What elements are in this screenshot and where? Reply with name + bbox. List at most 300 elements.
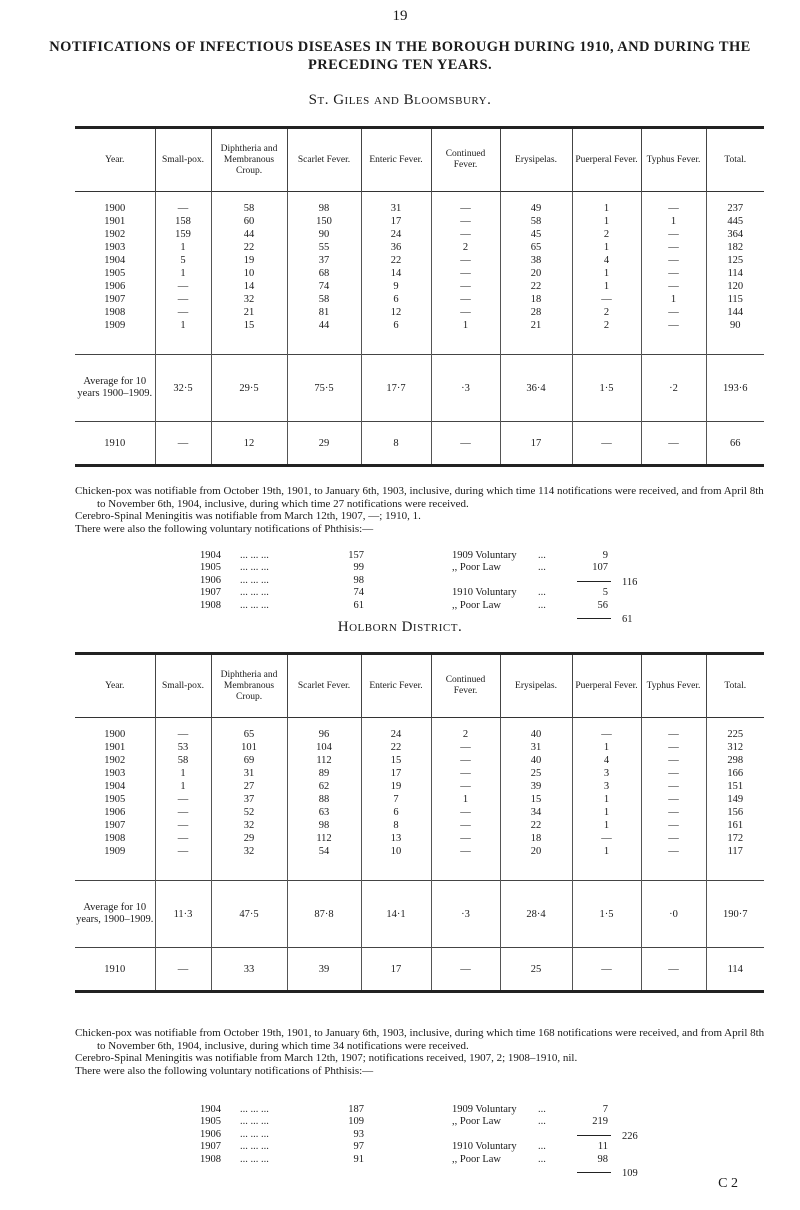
table-cell: 2: [572, 228, 641, 241]
table-cell: 10: [211, 267, 287, 280]
phthisis-count: 99: [353, 562, 364, 574]
table-cell: 24: [361, 228, 431, 241]
table-cell: 34: [500, 806, 572, 819]
table-cell: ·3: [431, 881, 500, 948]
table-cell: 1901: [104, 742, 126, 753]
table-cell: 14: [211, 280, 287, 293]
table-cell: [641, 858, 706, 881]
phthisis-count: 107: [592, 562, 608, 574]
phthisis-year: 1908: [200, 1153, 221, 1165]
table-cell: [361, 718, 431, 729]
table-cell: 44: [287, 319, 361, 332]
table-cell: 1: [155, 319, 211, 332]
table-cell: —: [641, 202, 706, 215]
table-cell: 1907: [104, 820, 126, 831]
table-cell: 172: [706, 832, 764, 845]
table-cell: 237: [706, 202, 764, 215]
phthisis-intro: There were also the following voluntary notifications of Phthisis:—: [75, 522, 374, 535]
table-cell: 298: [706, 754, 764, 767]
table-cell: 75·5: [287, 355, 361, 422]
col-header: Erysipelas.: [500, 654, 572, 718]
table-cell: —: [155, 728, 211, 741]
table-cell: 11·3: [155, 881, 211, 948]
table-cell: 1907: [104, 294, 126, 305]
table-row: [75, 793, 764, 806]
table-cell: 112: [287, 832, 361, 845]
table-header-row: [75, 128, 764, 192]
table-cell: —: [155, 793, 211, 806]
table-cell: —: [431, 806, 500, 819]
table-cell: [500, 858, 572, 881]
table-cell: 101: [211, 741, 287, 754]
phthisis-count: 97: [353, 1141, 364, 1153]
leader-dots: ...: [538, 587, 546, 599]
table-cell: —: [641, 767, 706, 780]
col-header: Scarlet Fever.: [287, 654, 361, 718]
phthisis-count: 109: [348, 1116, 364, 1128]
table-cell: 29·5: [211, 355, 287, 422]
table-cell: 149: [706, 793, 764, 806]
table-cell: [500, 192, 572, 203]
table-cell: 144: [706, 306, 764, 319]
phthisis-year: 1908: [200, 599, 221, 611]
giles-notes: [75, 485, 765, 535]
table-cell: 31: [361, 202, 431, 215]
table-cell: [431, 718, 500, 729]
table-cell: 1909: [104, 320, 126, 331]
table-cell: 112: [287, 754, 361, 767]
table-cell: [572, 718, 641, 729]
leader-dots: ...: [538, 1116, 546, 1128]
table-cell: 29: [211, 832, 287, 845]
leader-dots: ... ... ...: [240, 599, 269, 611]
table-cell: 1: [572, 267, 641, 280]
table-cell: 158: [155, 215, 211, 228]
table-cell: —: [155, 306, 211, 319]
table-row: [75, 754, 764, 767]
phthisis-count: 9: [602, 550, 608, 561]
holborn-notifications-table: [75, 652, 764, 993]
table-cell: 1902: [104, 755, 126, 766]
table-cell: —: [155, 806, 211, 819]
table-cell: 193·6: [706, 355, 764, 422]
table-cell: 117: [706, 845, 764, 858]
col-header: Total.: [706, 128, 764, 192]
table-cell: 25: [500, 948, 572, 992]
table-cell: 65: [500, 241, 572, 254]
table-cell: 88: [287, 793, 361, 806]
table-cell: 36: [361, 241, 431, 254]
table-cell: 27: [211, 780, 287, 793]
table-cell: 22: [361, 741, 431, 754]
table-cell: [572, 192, 641, 203]
holborn-notes: [75, 1027, 765, 1077]
table-cell: 1906: [104, 807, 126, 818]
table-cell: —: [431, 306, 500, 319]
table-cell: 36·4: [500, 355, 572, 422]
table-cell: [706, 718, 764, 729]
table-cell: 1906: [104, 281, 126, 292]
table-cell: 32: [211, 293, 287, 306]
table-cell: 39: [287, 948, 361, 992]
table-cell: 12: [361, 306, 431, 319]
table-cell: 150: [287, 215, 361, 228]
table-cell: 13: [361, 832, 431, 845]
table-cell: 28: [500, 306, 572, 319]
table-cell: —: [431, 780, 500, 793]
year-1910-row: [75, 948, 764, 992]
table-cell: ·3: [431, 355, 500, 422]
table-cell: 29: [287, 422, 361, 466]
section-heading-giles: St. Giles and Bloomsbury.: [308, 92, 492, 108]
phthisis-year: 1907: [200, 587, 221, 599]
table-cell: —: [641, 741, 706, 754]
table-cell: 1903: [104, 242, 126, 253]
table-row: [75, 741, 764, 754]
table-cell: 22: [211, 241, 287, 254]
table-cell: 159: [155, 228, 211, 241]
table-cell: 1: [431, 319, 500, 332]
table-cell: 1: [155, 780, 211, 793]
table-cell: —: [431, 767, 500, 780]
table-cell: —: [431, 819, 500, 832]
col-header: Diphtheria and Membranous Croup.: [211, 654, 287, 718]
phthisis-count: 93: [353, 1128, 364, 1140]
leader-dots: ... ... ...: [240, 1141, 269, 1153]
table-cell: —: [155, 293, 211, 306]
table-cell: 156: [706, 806, 764, 819]
table-cell: [641, 718, 706, 729]
col-header: Diphtheria and Membranous Croup.: [211, 128, 287, 192]
table-cell: 58: [211, 202, 287, 215]
table-cell: 21: [500, 319, 572, 332]
table-cell: 225: [706, 728, 764, 741]
table-cell: —: [641, 845, 706, 858]
table-cell: 33: [211, 948, 287, 992]
table-cell: [287, 192, 361, 203]
table-row: [75, 832, 764, 845]
phthisis-category: 1910 Voluntary: [452, 1141, 517, 1153]
table-cell: —: [641, 280, 706, 293]
leader-dots: ...: [538, 1141, 546, 1153]
table-cell: —: [431, 832, 500, 845]
table-cell: 55: [287, 241, 361, 254]
table-cell: 1910: [75, 422, 155, 466]
table-cell: —: [572, 832, 641, 845]
table-cell: —: [431, 422, 500, 466]
table-row: [75, 767, 764, 780]
table-cell: 40: [500, 754, 572, 767]
table-cell: 15: [500, 793, 572, 806]
table-cell: —: [155, 422, 211, 466]
table-cell: —: [431, 215, 500, 228]
table-row: [75, 215, 764, 228]
col-header: Erysipelas.: [500, 128, 572, 192]
table-cell: —: [641, 948, 706, 992]
table-cell: 37: [287, 254, 361, 267]
leader-dots: ...: [538, 599, 546, 611]
table-row: [75, 254, 764, 267]
phthisis-category: 1909 Voluntary: [452, 550, 517, 561]
table-cell: 1: [572, 241, 641, 254]
table-cell: —: [641, 306, 706, 319]
table-cell: 19: [211, 254, 287, 267]
table-cell: 114: [706, 267, 764, 280]
table-cell: 32: [211, 845, 287, 858]
table-cell: 87·8: [287, 881, 361, 948]
leader-dots: ... ... ...: [240, 562, 269, 574]
table-cell: 5: [155, 254, 211, 267]
table-cell: 1900: [104, 729, 126, 740]
table-row: [75, 845, 764, 858]
table-cell: 24: [361, 728, 431, 741]
table-cell: 10: [361, 845, 431, 858]
col-header: Typhus Fever.: [641, 654, 706, 718]
spacer-row: [75, 858, 764, 881]
section-heading-holborn: Holborn District.: [337, 619, 463, 635]
table-cell: 31: [500, 741, 572, 754]
table-cell: 1903: [104, 768, 126, 779]
year-1910-row: [75, 422, 764, 466]
table-cell: Average for 10 years, 1900–1909.: [75, 881, 155, 948]
table-cell: 445: [706, 215, 764, 228]
table-cell: 1: [572, 793, 641, 806]
page-title: NOTIFICATIONS OF INFECTIOUS DISEASES IN THE BOROUGH DURING 1910, AND DURING THE PRECEDING TEN YEARS.: [49, 39, 751, 73]
phthisis-count: 61: [353, 599, 364, 611]
table-cell: ·0: [641, 881, 706, 948]
table-cell: —: [155, 280, 211, 293]
table-cell: 2: [572, 319, 641, 332]
table-cell: —: [155, 845, 211, 858]
table-cell: [211, 858, 287, 881]
table-cell: 69: [211, 754, 287, 767]
table-cell: —: [641, 832, 706, 845]
table-cell: 161: [706, 819, 764, 832]
table-row: [75, 241, 764, 254]
table-cell: 190·7: [706, 881, 764, 948]
table-cell: 1902: [104, 229, 126, 240]
table-cell: 7: [361, 793, 431, 806]
table-cell: 60: [211, 215, 287, 228]
table-row: [75, 228, 764, 241]
table-cell: 20: [500, 267, 572, 280]
table-cell: [75, 192, 155, 203]
table-cell: —: [431, 293, 500, 306]
col-header: Scarlet Fever.: [287, 128, 361, 192]
table-cell: 1908: [104, 307, 126, 318]
leader-dots: ...: [538, 1153, 546, 1165]
table-cell: —: [641, 728, 706, 741]
table-cell: 17: [361, 948, 431, 992]
phthisis-year: 1905: [200, 562, 221, 574]
table-cell: [287, 332, 361, 355]
leader-dots: ... ... ...: [240, 574, 269, 586]
table-cell: 32: [211, 819, 287, 832]
average-row: [75, 881, 764, 948]
col-header: Puerperal Fever.: [572, 128, 641, 192]
table-cell: ·2: [641, 355, 706, 422]
phthisis-intro: There were also the following voluntary notifications of Phthisis:—: [75, 1064, 374, 1077]
table-cell: 1904: [104, 781, 126, 792]
table-cell: —: [641, 267, 706, 280]
phthisis-category: 1909 Voluntary: [452, 1104, 517, 1115]
phthisis-total: 116: [622, 576, 638, 588]
phthisis-year: 1906: [200, 574, 221, 586]
table-cell: 18: [500, 832, 572, 845]
leader-dots: ... ... ...: [240, 550, 269, 561]
table-cell: 54: [287, 845, 361, 858]
table-cell: 3: [572, 780, 641, 793]
leader-dots: ... ... ...: [240, 587, 269, 599]
table-cell: 32·5: [155, 355, 211, 422]
table-cell: —: [641, 793, 706, 806]
phthisis-total: 226: [622, 1130, 638, 1142]
table-cell: 37: [211, 793, 287, 806]
table-cell: —: [431, 267, 500, 280]
table-row: [75, 780, 764, 793]
table-cell: 31: [211, 767, 287, 780]
table-cell: 115: [706, 293, 764, 306]
table-cell: 52: [211, 806, 287, 819]
col-header: Year.: [105, 154, 125, 165]
table-cell: 63: [287, 806, 361, 819]
table-cell: [572, 332, 641, 355]
table-cell: 1: [431, 793, 500, 806]
table-cell: 3: [572, 767, 641, 780]
table-cell: 12: [211, 422, 287, 466]
table-row: [75, 306, 764, 319]
table-cell: 68: [287, 267, 361, 280]
phthisis-year: 1907: [200, 1141, 221, 1153]
leader-dots: ... ... ...: [240, 1153, 269, 1165]
col-header: Total.: [706, 654, 764, 718]
phthisis-count: 98: [353, 574, 364, 586]
table-cell: 45: [500, 228, 572, 241]
table-cell: 1: [572, 202, 641, 215]
phthisis-count: 7: [602, 1104, 608, 1115]
col-header: Typhus Fever.: [641, 128, 706, 192]
phthisis-total: 61: [622, 614, 633, 625]
phthisis-count: 91: [353, 1153, 364, 1165]
table-cell: 2: [431, 728, 500, 741]
table-cell: —: [155, 832, 211, 845]
phthisis-category: ,, Poor Law: [452, 562, 501, 574]
table-cell: —: [431, 228, 500, 241]
table-cell: 58: [287, 293, 361, 306]
table-cell: 62: [287, 780, 361, 793]
table-cell: 1: [641, 215, 706, 228]
table-cell: [500, 332, 572, 355]
table-cell: [641, 192, 706, 203]
phthisis-category: ,, Poor Law: [452, 1116, 501, 1128]
table-cell: 1901: [104, 216, 126, 227]
table-cell: 17: [361, 767, 431, 780]
table-cell: —: [572, 728, 641, 741]
table-cell: 1·5: [572, 355, 641, 422]
chickenpox-note: Chicken-pox was notifiable from October 19th, 1901, to January 6th, 1903, inclusive, during which time 168 notifications were received, and from April 8th to November 6th, 1904, inclusive, during which time 34 notifications were received.: [75, 1027, 765, 1052]
table-cell: —: [572, 293, 641, 306]
table-cell: 4: [572, 754, 641, 767]
table-cell: 90: [287, 228, 361, 241]
leader-dots: ...: [538, 550, 546, 561]
table-cell: 151: [706, 780, 764, 793]
phthisis-category: ,, Poor Law: [452, 599, 501, 611]
table-cell: 1·5: [572, 881, 641, 948]
table-cell: 9: [361, 280, 431, 293]
table-cell: 25: [500, 767, 572, 780]
table-cell: [500, 718, 572, 729]
table-cell: 38: [500, 254, 572, 267]
table-cell: 90: [706, 319, 764, 332]
table-cell: 364: [706, 228, 764, 241]
phthisis-count: 56: [597, 599, 608, 611]
table-cell: —: [431, 254, 500, 267]
sum-rule: [577, 1172, 611, 1173]
table-cell: 15: [211, 319, 287, 332]
table-cell: 17: [500, 422, 572, 466]
table-cell: [287, 718, 361, 729]
signature-mark: C 2: [718, 1176, 738, 1191]
table-cell: 81: [287, 306, 361, 319]
phthisis-count: 219: [592, 1116, 608, 1128]
table-cell: —: [431, 280, 500, 293]
table-cell: 14: [361, 267, 431, 280]
table-cell: 98: [287, 202, 361, 215]
table-cell: 14·1: [361, 881, 431, 948]
table-cell: 47·5: [211, 881, 287, 948]
table-cell: —: [431, 754, 500, 767]
table-row: [75, 819, 764, 832]
phthisis-category: ,, Poor Law: [452, 1153, 501, 1165]
table-cell: —: [431, 845, 500, 858]
table-cell: 22: [500, 280, 572, 293]
table-cell: 39: [500, 780, 572, 793]
table-header-row: [75, 654, 764, 718]
table-cell: 1: [572, 806, 641, 819]
table-cell: 1908: [104, 833, 126, 844]
table-cell: 44: [211, 228, 287, 241]
table-cell: [155, 332, 211, 355]
phthisis-count: 11: [597, 1141, 608, 1153]
table-cell: [155, 858, 211, 881]
table-cell: —: [431, 741, 500, 754]
table-cell: 20: [500, 845, 572, 858]
table-cell: —: [431, 202, 500, 215]
phthisis-year: 1905: [200, 1116, 221, 1128]
table-cell: [361, 192, 431, 203]
table-cell: [706, 332, 764, 355]
table-cell: 6: [361, 806, 431, 819]
table-cell: [431, 332, 500, 355]
table-cell: [211, 718, 287, 729]
leader-dots: ...: [538, 1104, 546, 1115]
table-cell: —: [572, 948, 641, 992]
table-cell: [75, 332, 155, 355]
table-cell: —: [572, 422, 641, 466]
phthisis-count: 74: [353, 587, 364, 599]
spacer-row: [75, 332, 764, 355]
table-cell: [641, 332, 706, 355]
table-cell: 312: [706, 741, 764, 754]
col-header: Enteric Fever.: [361, 654, 431, 718]
table-cell: 1900: [104, 203, 126, 214]
table-cell: 66: [706, 422, 764, 466]
table-cell: 1: [155, 767, 211, 780]
table-cell: 1: [572, 215, 641, 228]
table-cell: 1905: [104, 268, 126, 279]
table-cell: Average for 10 years 1900–1909.: [75, 355, 155, 422]
col-header: Year.: [105, 680, 125, 691]
